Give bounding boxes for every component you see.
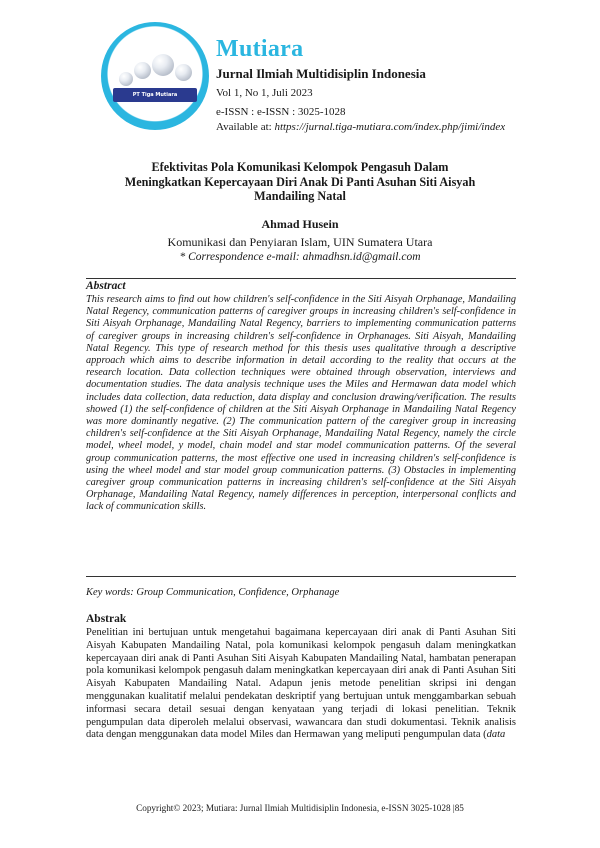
abstract-bottom-rule xyxy=(86,576,516,577)
abstrak-italic-tail: data xyxy=(486,729,506,741)
article-title xyxy=(60,160,540,204)
journal-subtitle: Jurnal Ilmiah Multidisiplin Indonesia xyxy=(216,66,426,81)
journal-header xyxy=(0,0,600,150)
abstrak-heading: Abstrak xyxy=(86,613,127,625)
journal-url-link[interactable]: https://jurnal.tiga-mutiara.com/index.php/jimi/index xyxy=(274,121,506,133)
title-line: Mandailing Natal xyxy=(254,189,346,203)
journal-issn: e-ISSN : e-ISSN : 3025-1028 xyxy=(216,106,346,118)
journal-logo xyxy=(101,22,209,130)
pearl-icon xyxy=(134,62,151,79)
abstract-text: This research aims to find out how children's self-confidence in the Siti Aisyah Orphanage, Mandailing Natal Regency, communication patterns of caregiver groups in increasing children's self-confidence in Siti Aisyah Orphanage, Mandailing Natal Regency, barriers to implementing communication patterns of caregiver groups in increasing children's self-confidence in Orphanages. Siti Aisyah, Mandailing Natal Regency. This type of research method for this thesis uses qualitative through a descriptive approach which aims to describe information in detail according to the reality that occurs at the research location. Data collection techniques were obtained through observation, interviews and documentation studies. The data analysis technique uses the Miles and Hermawan data model which includes data collection, data reduction, data display and conclusion drawing/verification. The results showed (1) the self-confidence of children at the Siti Aisyah Orphanage in Mandailing Natal Regency was more dominantly negative. (2) The communication pattern of the caregiver group in increasing children's self-confidence at the Siti Aisyah Orphanage, Mandailing Natal Regency, namely the circle model, wheel model, y model, chain model and star model communication patterns. Of the several group communication patterns, the most effective one used in increasing children's self-confidence is using the wheel model and star model group communication patterns. (3) Obstacles in implementing caregiver group communication patterns in increasing children's self-confidence at the Siti Aisyah Orphanage, Mandailing Natal Regency, namely differences in perception, interpersonal conflicts and lack of communication skills. xyxy=(86,294,516,513)
pearl-icon xyxy=(175,64,192,81)
pearl-icon xyxy=(152,54,174,76)
abstract-top-rule xyxy=(86,278,516,279)
page-footer: Copyright© 2023; Mutiara: Jurnal Ilmiah Multidisiplin Indonesia, e-ISSN 3025-1028 |85 xyxy=(136,803,464,813)
logo-banner: PT Tiga Mutiara xyxy=(113,88,197,102)
abstrak-text xyxy=(86,627,516,742)
author-affiliation: Komunikasi dan Penyiaran Islam, UIN Sumatera Utara xyxy=(167,235,433,249)
title-line: Meningkatkan Kepercayaan Diri Anak Di Panti Asuhan Siti Aisyah xyxy=(124,174,476,189)
title-line: Efektivitas Pola Komunikasi Kelompok Pengasuh Dalam xyxy=(151,160,449,174)
keywords: Key words: Group Communication, Confidence, Orphanage xyxy=(86,587,340,598)
correspondence-email: * Correspondence e-mail: ahmadhsn.id@gmail.com xyxy=(179,251,421,263)
abstrak-body: Penelitian ini bertujuan untuk mengetahui bagaimana kepercayaan diri anak di Panti Asuhan Siti Aisyah Kabupaten Mandailing Natal, pola komunikasi kelompok pengasuh dalam meningkatkan kepercayaan diri anak di Panti Asuhan Siti Aisyah Kabupaten Mandailing Natal, hambatan penerapan pola komunikasi kelompok pengasuh dalam meningkatkan kepercayaan diri anak di Panti Asuhan Siti Aisyah Kabupaten Mandailing Natal. Adapun jenis metode penelitian skripsi ini dengan menggunakan kualitatif melalui pendekatan deskriptif yang bertujuan untuk menggambarkan sebuah informasi secara detail sesuai dengan kenyataan yang terjadi di lokasi penelitian. Teknik pengumpulan data diperoleh melalui observasi, wawancara dan studi dokumentasi. Teknik analisis data dengan menggunakan data model Miles dan Hermawan yang meliputi pengumpulan data ( xyxy=(86,627,516,741)
journal-name: Mutiara xyxy=(216,36,304,62)
author-name: Ahmad Husein xyxy=(261,217,339,231)
pearl-icon xyxy=(119,72,133,86)
journal-volume: Vol 1, No 1, Juli 2023 xyxy=(216,87,313,99)
journal-availability xyxy=(216,121,505,133)
abstract-heading: Abstract xyxy=(86,280,126,292)
availability-label: Available at: xyxy=(216,121,272,133)
